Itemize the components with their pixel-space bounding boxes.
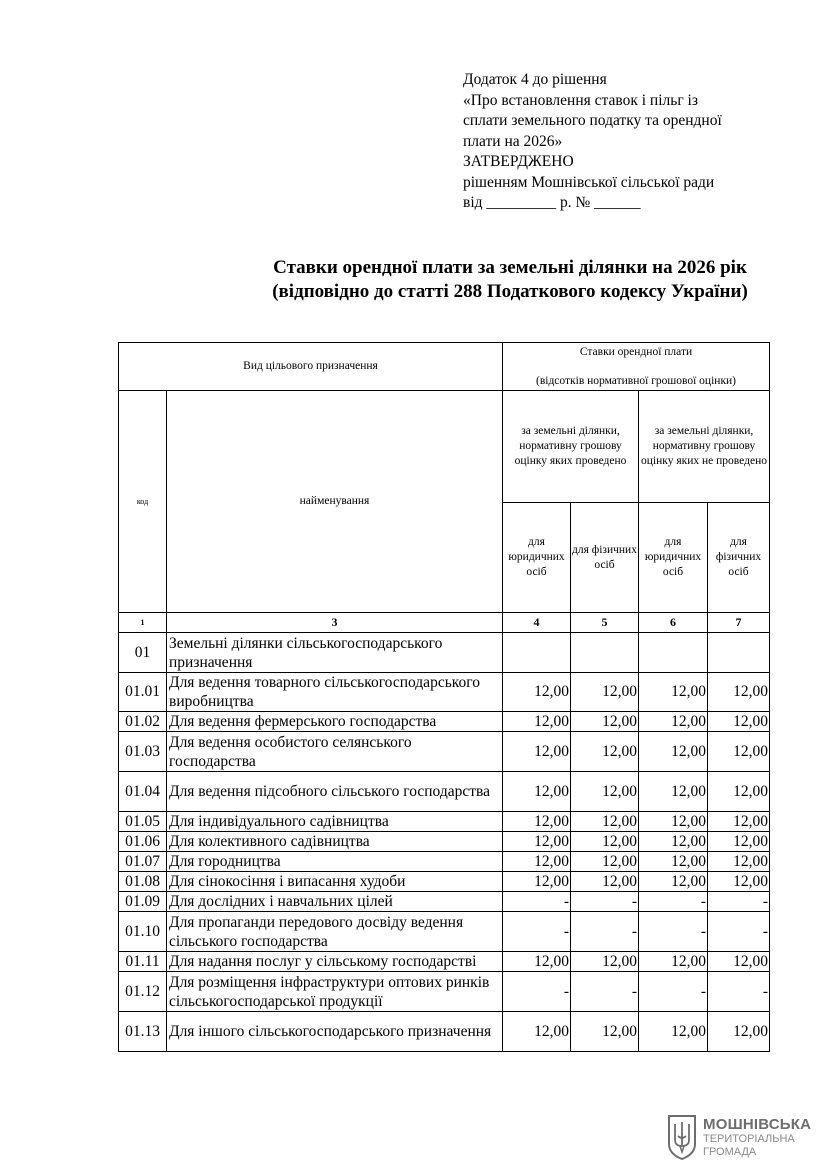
rate-cell: - [503, 892, 571, 912]
row-name: Для ведення особистого селянського господарства [167, 732, 503, 772]
rate-cell: - [708, 912, 770, 952]
column-number: 4 [503, 613, 571, 633]
rate-cell: 12,00 [639, 832, 708, 852]
rate-cell: 12,00 [639, 732, 708, 772]
row-code: 01.11 [119, 952, 167, 972]
row-code: 01.12 [119, 972, 167, 1012]
row-name: Для пропаганди передового досвіду ведення сільського господарства [167, 912, 503, 952]
name-header: найменування [167, 391, 503, 613]
header-line: «Про встановлення ставок і пільг із [463, 91, 698, 109]
rate-cell: 12,00 [639, 712, 708, 732]
rate-cell: 12,00 [639, 812, 708, 832]
rate-cell: 12,00 [503, 673, 571, 712]
row-name: Для колективного садівництва [167, 832, 503, 852]
rate-cell: 12,00 [571, 1012, 639, 1052]
rate-cell: - [708, 892, 770, 912]
individuals-header: для фізичних осіб [571, 503, 639, 613]
header-line: Додаток 4 до рішення [463, 71, 607, 88]
table-row [119, 633, 770, 673]
row-code: 01.03 [119, 732, 167, 772]
rate-cell: 12,00 [708, 1012, 770, 1052]
row-name: Для ведення фермерського господарства [167, 712, 503, 732]
row-code: 01.07 [119, 852, 167, 872]
row-code: 01.06 [119, 832, 167, 852]
row-code: 01.13 [119, 1012, 167, 1052]
rate-cell: - [571, 912, 639, 952]
row-name: Для ведення товарного сільськогосподарського виробництва [167, 673, 503, 712]
rate-cell: - [639, 972, 708, 1012]
row-code: 01.10 [119, 912, 167, 952]
rate-cell: 12,00 [503, 732, 571, 772]
rate-cell: 12,00 [503, 952, 571, 972]
logo-line: ТЕРИТОРІАЛЬНА [703, 1133, 795, 1145]
column-number: 1 [119, 613, 167, 633]
rate-cell: 12,00 [503, 872, 571, 892]
legal-entities-header: для юридичних осіб [639, 503, 708, 613]
rate-cell [639, 633, 708, 673]
purpose-header: Вид цільового призначення [119, 343, 503, 391]
row-code: 01.05 [119, 812, 167, 832]
rate-cell: 12,00 [503, 812, 571, 832]
rate-cell [571, 633, 639, 673]
header-line: ЗАТВЕРДЖЕНО [463, 153, 574, 170]
row-name: Для городництва [167, 852, 503, 872]
document-title: Ставки орендної плати за земельні ділянки на 2026 рік [273, 257, 747, 278]
rate-cell: 12,00 [503, 832, 571, 852]
rate-cell: 12,00 [571, 852, 639, 872]
rate-cell: 12,00 [639, 1012, 708, 1052]
approval-header [463, 70, 803, 214]
row-name: Для надання послуг у сільському господарстві [167, 952, 503, 972]
rate-cell: 12,00 [708, 952, 770, 972]
rate-cell: - [708, 972, 770, 1012]
row-code: 01 [119, 633, 167, 673]
header-line: рішенням Мошнівської сільської ради [463, 173, 715, 191]
code-header: код [119, 391, 167, 613]
rate-cell: 12,00 [503, 1012, 571, 1052]
header-line: від _________ р. № ______ [463, 194, 641, 211]
row-name: Для розміщення інфраструктури оптових ринків сільськогосподарської продукції [167, 972, 503, 1012]
rate-cell: - [571, 892, 639, 912]
header-line: сплати земельного податку та орендної [463, 112, 722, 129]
rate-cell [708, 633, 770, 673]
rates-header [503, 343, 770, 391]
row-code: 01.02 [119, 712, 167, 732]
rate-cell: 12,00 [708, 832, 770, 852]
header-line: плати на 2026» [463, 132, 563, 150]
column-number: 7 [708, 613, 770, 633]
rate-cell: - [503, 912, 571, 952]
rate-cell: 12,00 [571, 812, 639, 832]
rate-cell [503, 633, 571, 673]
rate-cell: 12,00 [571, 673, 639, 712]
rate-cell: 12,00 [708, 673, 770, 712]
document-subtitle: (відповідно до статті 288 Податкового кодексу України) [272, 281, 748, 302]
logo-line: ГРОМАДА [703, 1146, 757, 1158]
rate-cell: 12,00 [503, 852, 571, 872]
row-name: Земельні ділянки сільськогосподарського призначення [167, 633, 503, 673]
rate-cell: 12,00 [708, 852, 770, 872]
rate-cell: 12,00 [571, 832, 639, 852]
row-code: 01.04 [119, 772, 167, 812]
rate-cell: - [639, 892, 708, 912]
rate-cell: 12,00 [571, 952, 639, 972]
table-row [119, 772, 770, 812]
rate-cell: 12,00 [708, 772, 770, 812]
row-name: Для іншого сільськогосподарського призначення [167, 1012, 503, 1052]
table-row [119, 912, 770, 952]
table-row [119, 832, 770, 852]
row-code: 01.01 [119, 673, 167, 712]
row-code: 01.08 [119, 872, 167, 892]
rate-cell: - [639, 912, 708, 952]
legal-entities-header: для юридичних осіб [503, 503, 571, 613]
row-name: Для дослідних і навчальних цілей [167, 892, 503, 912]
table-row [119, 972, 770, 1012]
rate-cell: 12,00 [639, 772, 708, 812]
community-logo [667, 1114, 817, 1164]
assessed-header: за земельні ділянки, нормативну грошову оцінку яких проведено [503, 391, 639, 503]
column-number: 5 [571, 613, 639, 633]
logo-subtitle [703, 1133, 795, 1159]
rate-cell: 12,00 [571, 732, 639, 772]
rate-cell: 12,00 [503, 712, 571, 732]
rate-cell: 12,00 [639, 673, 708, 712]
table-row [119, 1012, 770, 1052]
table-row [119, 892, 770, 912]
table-row [119, 673, 770, 712]
row-name: Для індивідуального садівництва [167, 812, 503, 832]
rate-cell: 12,00 [708, 812, 770, 832]
logo-title: МОШНІВСЬКА [703, 1116, 812, 1133]
table-row [119, 872, 770, 892]
rates-header-sub: (відсотків нормативної грошової оцінки) [536, 374, 737, 387]
row-name: Для ведення підсобного сільського господарства [167, 772, 503, 812]
rate-cell: - [571, 972, 639, 1012]
trident-emblem-icon [667, 1114, 697, 1160]
rate-cell: 12,00 [503, 772, 571, 812]
not-assessed-header: за земельні ділянки, нормативну грошову оцінку яких не проведено [639, 391, 770, 503]
column-number: 6 [639, 613, 708, 633]
individuals-header: для фізичних осіб [708, 503, 770, 613]
table-row [119, 712, 770, 732]
rate-cell: - [503, 972, 571, 1012]
rate-cell: 12,00 [571, 712, 639, 732]
rate-cell: 12,00 [571, 772, 639, 812]
table-row [119, 952, 770, 972]
rate-cell: 12,00 [639, 872, 708, 892]
row-name: Для сінокосіння і випасання худоби [167, 872, 503, 892]
rate-cell: 12,00 [708, 712, 770, 732]
table-row [119, 852, 770, 872]
row-code: 01.09 [119, 892, 167, 912]
rates-header-title: Ставки орендної плати [579, 345, 693, 358]
rate-cell: 12,00 [708, 872, 770, 892]
column-number: 3 [167, 613, 503, 633]
table-row [119, 812, 770, 832]
table-row [119, 732, 770, 772]
rate-cell: 12,00 [571, 872, 639, 892]
rate-cell: 12,00 [708, 732, 770, 772]
rates-table [118, 342, 770, 1052]
rate-cell: 12,00 [639, 852, 708, 872]
rate-cell: 12,00 [639, 952, 708, 972]
